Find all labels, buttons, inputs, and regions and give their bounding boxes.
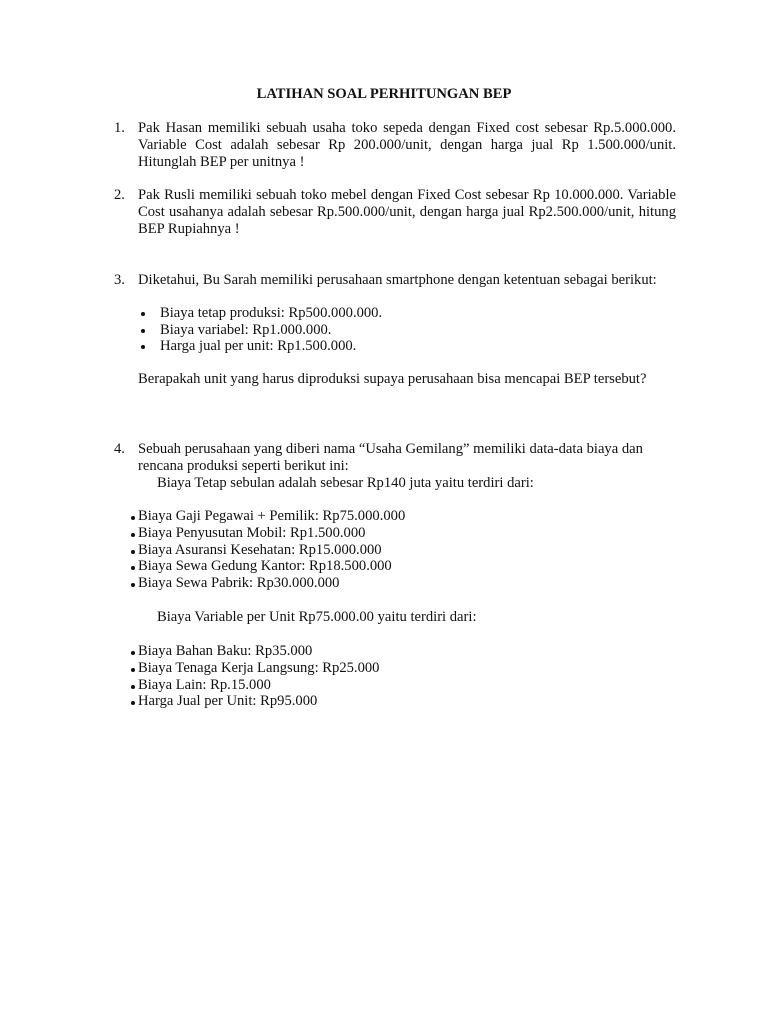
question-body <box>138 272 676 388</box>
fixed-cost-intro: Biaya Tetap sebulan adalah sebesar Rp140 juta yaitu terdiri dari: <box>157 474 534 491</box>
question-closing: Berapakah unit yang harus diproduksi supaya perusahaan bisa mencapai BEP tersebut? <box>138 371 647 388</box>
question-2 <box>114 187 676 237</box>
list-item: Biaya Asuransi Kesehatan: Rp15.000.000 <box>130 542 405 559</box>
question-number: 2. <box>114 187 125 203</box>
question-number: 3. <box>114 272 125 288</box>
list-item: Biaya Lain: Rp.15.000 <box>130 677 379 694</box>
list-item: Biaya tetap produksi: Rp500.000.000. <box>138 305 676 322</box>
bullet-list <box>138 305 676 355</box>
question-text: Sebuah perusahaan yang diberi nama “Usaha Gemilang” memiliki data-data biaya dan rencana produksi seperti berikut ini: <box>138 441 643 474</box>
question-text: Diketahui, Bu Sarah memiliki perusahaan smartphone dengan ketentuan sebagai berikut: <box>138 272 657 288</box>
fixed-cost-list <box>130 508 405 592</box>
question-1 <box>114 120 676 170</box>
question-body <box>138 441 676 491</box>
page-title: LATIHAN SOAL PERHITUNGAN BEP <box>256 86 512 102</box>
list-item: Biaya variabel: Rp1.000.000. <box>138 322 676 339</box>
question-4 <box>114 441 676 491</box>
list-item: Biaya Tenaga Kerja Langsung: Rp25.000 <box>130 660 379 677</box>
question-text: Pak Hasan memiliki sebuah usaha toko sepeda dengan Fixed cost sebesar Rp.5.000.000. Variable Cost adalah sebesar Rp 200.000/unit, dengan harga jual Rp 1.500.000/unit. Hitunglah BEP per unitnya ! <box>138 120 676 170</box>
question-number: 4. <box>114 441 125 457</box>
variable-cost-intro: Biaya Variable per Unit Rp75.000.00 yaitu terdiri dari: <box>157 609 477 625</box>
list-item: Biaya Sewa Pabrik: Rp30.000.000 <box>130 575 405 592</box>
question-text: Pak Rusli memiliki sebuah toko mebel dengan Fixed Cost sebesar Rp 10.000.000. Variable Cost usahanya adalah sebesar Rp.500.000/unit, dengan harga jual Rp2.500.000/unit, hitung BEP Rupiahnya ! <box>138 187 676 237</box>
list-item: Biaya Bahan Baku: Rp35.000 <box>130 643 379 660</box>
list-item: Harga Jual per Unit: Rp95.000 <box>130 693 379 710</box>
question-3 <box>114 272 676 388</box>
list-item: Biaya Gaji Pegawai + Pemilik: Rp75.000.000 <box>130 508 405 525</box>
list-item: Biaya Penyusutan Mobil: Rp1.500.000 <box>130 525 405 542</box>
list-item: Biaya Sewa Gedung Kantor: Rp18.500.000 <box>130 558 405 575</box>
list-item: Harga jual per unit: Rp1.500.000. <box>138 338 676 355</box>
variable-cost-list <box>130 643 379 710</box>
question-number: 1. <box>114 120 125 136</box>
